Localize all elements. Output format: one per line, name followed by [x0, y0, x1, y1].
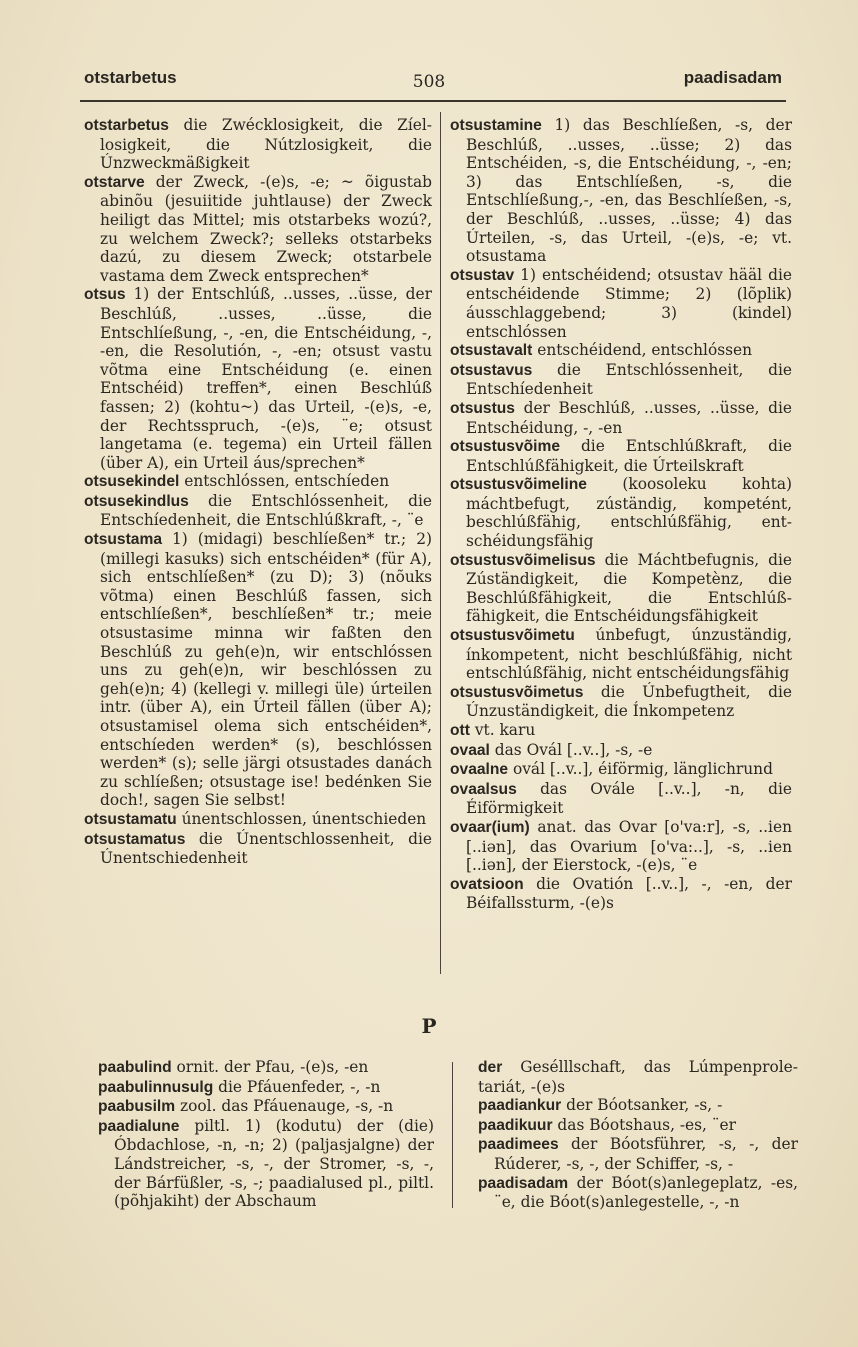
headword: paadiankur [478, 1097, 562, 1115]
bottom-right-column [478, 1058, 798, 1212]
entry: paadikuur das Bóotshaus, -es, ¨er [478, 1115, 737, 1134]
headword: paadialune [98, 1117, 180, 1135]
entry: otsustusvõime die Entschlúßkraft, die Entschlúßfähigkeit, die Úrteilskraft [450, 437, 792, 475]
entry: otsus 1) der Entschlúß, ..usses, ..üsse, der Beschlúß, ..usses, ..üsse, die Entschlíeßung, -, -en, die Entschéidung, -, -en, die Resolutión, -, -en; otsust vastu võtma eine Entschéidung (e. einen Entschéid) treffen*, einen Beschlúß fassen; 2) (kohtu~) das Urteil, -(e)s, -e, der Rechtsspruch, -(e)s, ¨e; otsust langetama (e. tegema) ein Urteil fällen (über A), ein Urteil áus/sprechen* [84, 285, 432, 472]
headword: paabusilm [98, 1098, 176, 1116]
headword: otsustavalt [450, 342, 533, 360]
headword: paadikuur [478, 1116, 553, 1134]
running-head-right: paadisadam [683, 68, 782, 87]
headword: otsustusvõime [450, 438, 561, 456]
entry: otsustavus die Entschlóssenheit, die Entschíedenheit [450, 360, 792, 399]
entry: otsusekindlus die Entschlóssenheit, die Entschíedenheit, die Entschlúßkraft, -, ¨e [84, 491, 432, 530]
entry: otsusekindel entschlóssen, entschíeden [84, 472, 390, 491]
left-column [84, 116, 432, 868]
headword: ovaalsus [450, 780, 517, 798]
entry: ovaar(ium) anat. das Ovar [o'va:r], -s, ..ien [..iən], das Ovarium [o'va:..], -s, ..ien [..iən], der Eierstock, -(e)s, ¨e [450, 817, 792, 875]
entry: otsustav 1) entschéidend; otsustav hääl die entschéidende Stimme; 2) (lõplik) áusschlaggebend; 3) (kindel) entschlóssen [450, 265, 792, 341]
entry: paadiankur der Bóotsanker, -s, - [478, 1096, 723, 1115]
headword: paadisadam [478, 1174, 569, 1192]
headword: otsustamatus [84, 830, 186, 848]
entry: otsustus der Beschlúß, ..usses, ..üsse, die Entschéidung, -, -en [450, 398, 792, 437]
headword: otsustama [84, 531, 162, 549]
section-letter: P [421, 1014, 437, 1038]
entry: otsustusvõimetu únbefugt, únzuständig, ínkompetent, nicht beschlúßfähig, nicht entschlúßfähig, nicht entschéidungsfähig [450, 626, 792, 683]
headword: paadimees [478, 1136, 559, 1154]
headword: paabulinnusulg [98, 1078, 214, 1096]
headword: otsustamine [450, 117, 542, 134]
page-number: 508 [412, 72, 446, 92]
entry: otsustusvõimeline (koosoleku kohta) máchtbefugt, zúständig, kompetént, beschlúßfähig, entschlúßfähig, entschéidungsfähig [450, 475, 792, 551]
headword: otsusekindlus [84, 492, 189, 510]
entry: otstarve der Zweck, -(e)s, -e; ~ õigustab abinõu (jesuiitide juhtlause) der Zweck heiligt das Mittel; mis otstarbeks wozú?, zu welchem Zweck?; selleks otstarbeks dazú, zu diesem Zweck; otstarbele vastama dem Zweck entsprechen* [84, 172, 432, 285]
headword: otsustusvõimetu [450, 627, 575, 645]
entry: der Gesélllschaft, das Lúmpenproletariát, -(e)s [478, 1058, 798, 1096]
headword: otstarbetus [84, 117, 169, 134]
entry: otsustusvõimelisus die Máchtbefugnis, die Zúständigkeit, die Kompetènz, die Beschlúßfähigkeit, die Entschlúßfähigkeit, die Entschéidungsfähigkeit [450, 550, 792, 626]
entry: otsustamine 1) das Beschlíeßen, -s, der Beschlúß, ..usses, ..üsse; 2) das Entschéiden, -s, die Entschéidung, -, -en; 3) das Entschlíeßen, -s, die Entschlíeßung,-, -en, das Beschlíeßen, -s, der Beschlúß, ..usses, ..üsse; 4) das Úrteilen, -s, das Urteil, -(e)s, -e; vt. otsustama [450, 116, 792, 266]
entry: paadimees der Bóotsführer, -s, -, der Rúderer, -s, -, der Schiffer, -s, - [478, 1135, 798, 1173]
entry: ovaalne ovál [..v..], éiförmig, länglichrund [450, 760, 773, 779]
entry: paabulinnusulg die Pfáuenfeder, -, -n [98, 1077, 381, 1096]
entry: otstarbetus die Zwécklosigkeit, die Zíellosigkeit, die Nútzlosigkeit, die Únzweckmäßigkeit [84, 116, 432, 173]
headword: ovaalne [450, 761, 509, 779]
headword: otsustus [450, 399, 515, 417]
headword: otsusekindel [84, 473, 180, 491]
headword: otsustusvõimelisus [450, 551, 596, 569]
headword: otsustamatu [84, 810, 177, 828]
entry: otsustama 1) (midagi) beschlíeßen* tr.; 2) (millegi kasuks) sich entschéiden* (für A), sich entschlíeßen* (zu D); 3) (nõuks võtma) einen Beschlúß fassen, sich entschlíeßen*, beschlíeßen* tr.; meie otsustasime minna wir faßten den Beschlúß zu geh(e)n, wir entschlóssen uns zu geh(e)n, wir beschlóssen zu geh(e)n; 4) (kellegi v. millegi üle) úrteilen intr. (über A), ein Úrteil fällen (über A); otsustamisel olema sich entschéiden*, entschíeden werden* (s), beschlóssen werden* (s); selle järgi otsustades danách zu schlíeßen; otsustage ise! bedénken Sie doch!, sagen Sie selbst! [84, 530, 432, 810]
headword: otsus [84, 286, 126, 304]
headword: ovatsioon [450, 875, 524, 893]
headword: der [478, 1059, 503, 1076]
headword: paabulind [98, 1059, 172, 1076]
entry: ovaal das Ovál [..v..], -s, -e [450, 740, 653, 759]
entry: otsustamatu únentschlossen, únentschieden [84, 809, 427, 828]
headword: otsustavus [450, 361, 533, 379]
headword: otsustusvõimeline [450, 476, 587, 494]
headword: ovaal [450, 741, 490, 759]
column-divider [440, 112, 441, 974]
header-rule [80, 100, 786, 102]
entry: paabulind ornit. der Pfau, -(e)s, -en [98, 1058, 369, 1076]
bottom-left-column [98, 1058, 434, 1211]
entry: paadisadam der Bóot(s)anlegeplatz, -es, ¨e, die Bóot(s)anlegestelle, -, -n [478, 1173, 798, 1212]
right-column [450, 116, 792, 913]
entry: otsustamatus die Únentschlossenheit, die Únentschiedenheit [84, 829, 432, 868]
running-head-left: otstarbetus [84, 68, 177, 87]
entry: ott vt. karu [450, 721, 536, 739]
headword: otstarve [84, 173, 145, 191]
entry: otsustavalt entschéidend, entschlóssen [450, 341, 753, 360]
headword: otsustusvõimetus [450, 683, 584, 701]
entry: ovaalsus das Ovále [..v..], -n, die Éiförmigkeit [450, 779, 792, 818]
entry: otsustusvõimetus die Únbefugtheit, die Únzuständigkeit, die Ínkompetenz [450, 682, 792, 721]
entry: paadialune piltl. 1) (kodutu) der (die) Óbdachlose, -n, -n; 2) (paljasjalgne) der Lándstreicher, -s, -, der Stromer, -s, -, der Bárfüßler, -s, -; paadialused pl., piltl. (põhjakiht) der Abschaum [98, 1116, 434, 1211]
headword: ovaar(ium) [450, 818, 530, 836]
entry: paabusilm zool. das Pfáuenauge, -s, -n [98, 1097, 394, 1116]
headword: ott [450, 722, 470, 739]
column-divider [452, 1062, 453, 1208]
entry: ovatsioon die Ovatión [..v..], -, -en, der Béifallssturm, -(e)s [450, 874, 792, 913]
headword: otsustav [450, 266, 515, 284]
